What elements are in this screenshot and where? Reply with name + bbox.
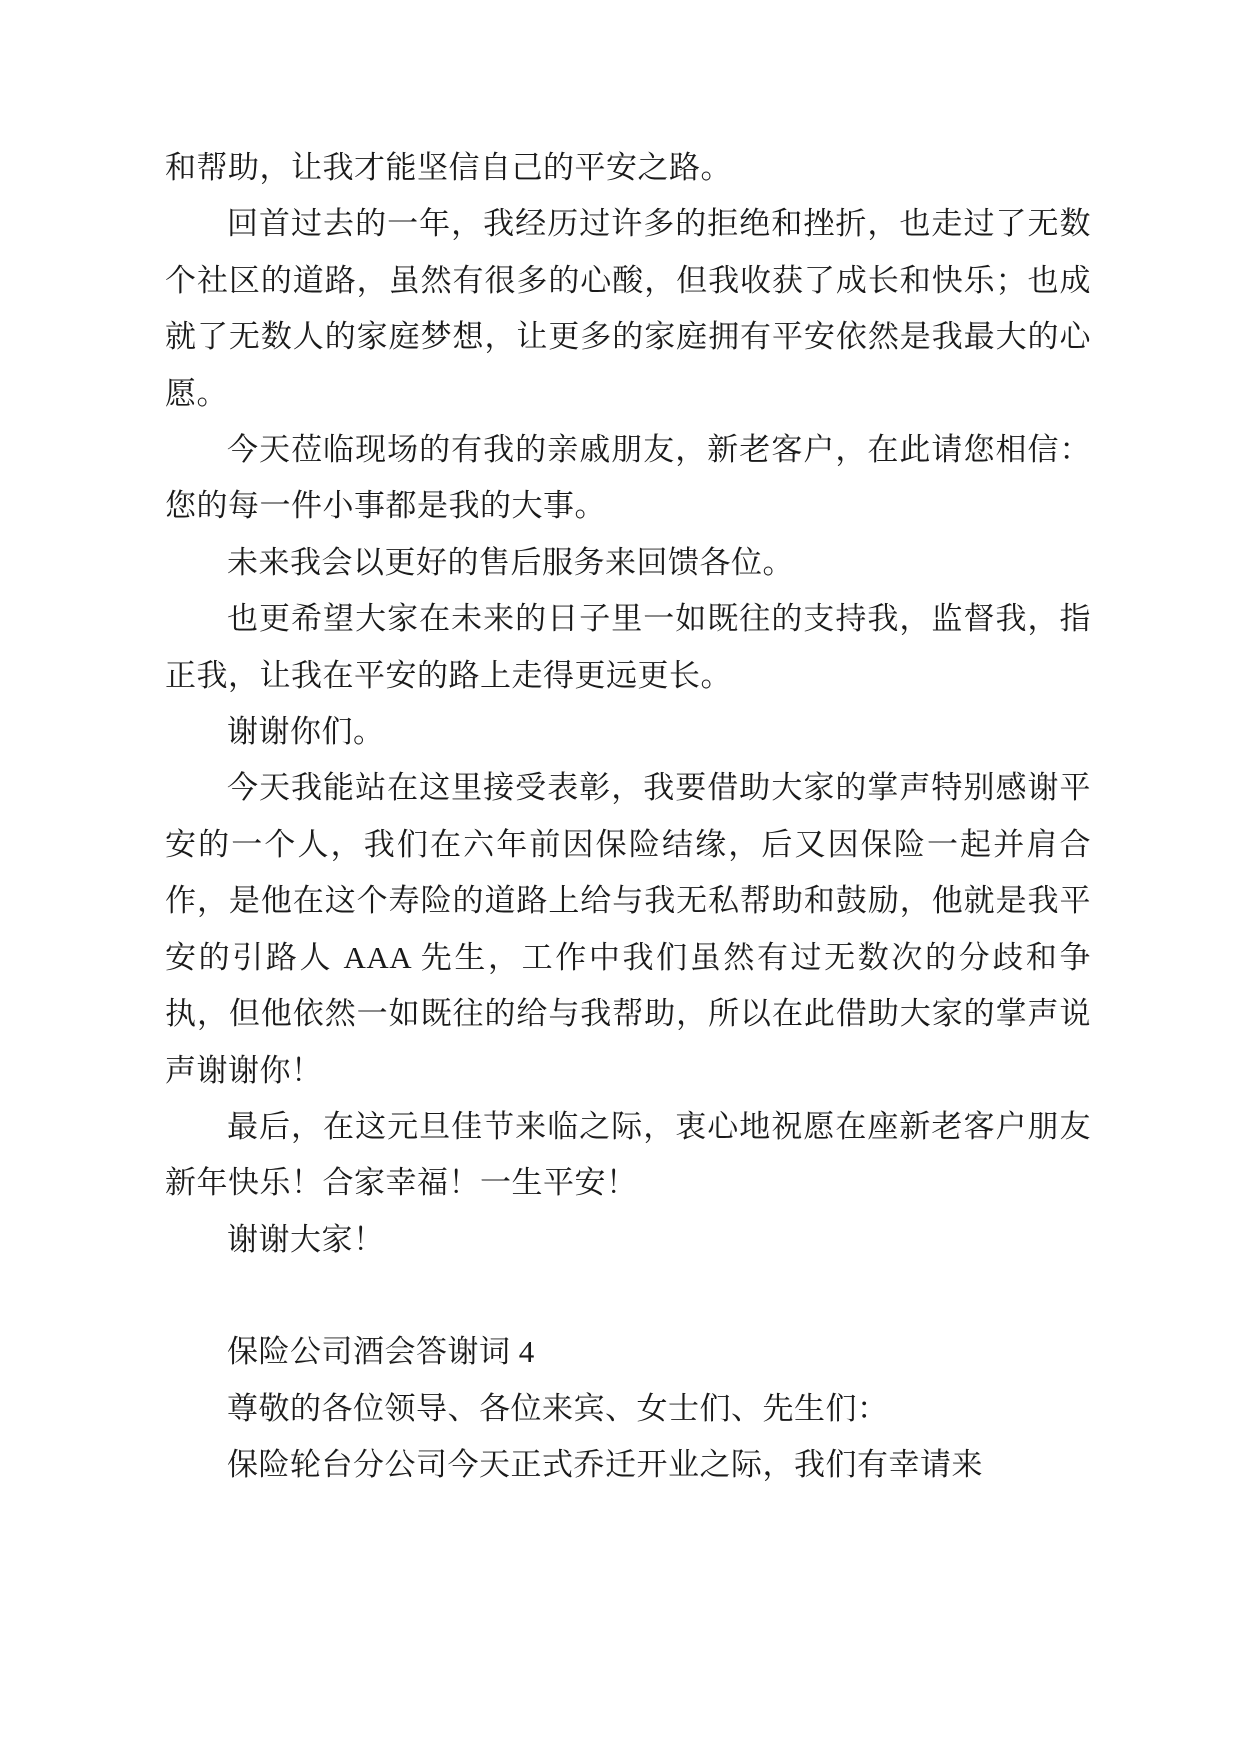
paragraph: 和帮助，让我才能坚信自己的平安之路。 [165, 150, 732, 185]
paragraph: 未来我会以更好的售后服务来回馈各位。 [227, 544, 794, 580]
section-spacer [165, 1268, 1091, 1324]
paragraph: 今天我能站在这里接受表彰，我要借助大家的掌声特别感谢平安的一个人，我们在六年前因保险结缘，后又因保险一起并肩合作，是他在这个寿险的道路上给与我无私帮助和鼓励，他就是我平安的引路人 AAA 先生，工作中我们虽然有过无数次的分歧和争执，但他依然一如既往的给与我帮助，所以在此借助大家的掌声说声谢谢你！ [165, 770, 1091, 1088]
document-body [165, 140, 1091, 1493]
section-heading: 保险公司酒会答谢词 4 [227, 1334, 535, 1370]
paragraph: 回首过去的一年，我经历过许多的拒绝和挫折，也走过了无数个社区的道路，虽然有很多的心酸，但我收获了成长和快乐；也成就了无数人的家庭梦想，让更多的家庭拥有平安依然是我最大的心愿。 [165, 206, 1091, 411]
paragraph: 谢谢你们。 [227, 714, 385, 750]
paragraph: 也更希望大家在未来的日子里一如既往的支持我，监督我，指正我，让我在平安的路上走得更远更长。 [165, 601, 1091, 693]
paragraph: 谢谢大家！ [227, 1221, 385, 1257]
section-salutation: 尊敬的各位领导、各位来宾、女士们、先生们： [227, 1390, 889, 1426]
paragraph: 保险轮台分公司今天正式乔迁开业之际，我们有幸请来 [227, 1446, 983, 1482]
paragraph: 今天莅临现场的有我的亲戚朋友，新老客户，在此请您相信：您的每一件小事都是我的大事。 [165, 432, 1091, 524]
paragraph: 最后，在这元旦佳节来临之际，衷心地祝愿在座新老客户朋友新年快乐！合家幸福！一生平安！ [165, 1108, 1091, 1201]
